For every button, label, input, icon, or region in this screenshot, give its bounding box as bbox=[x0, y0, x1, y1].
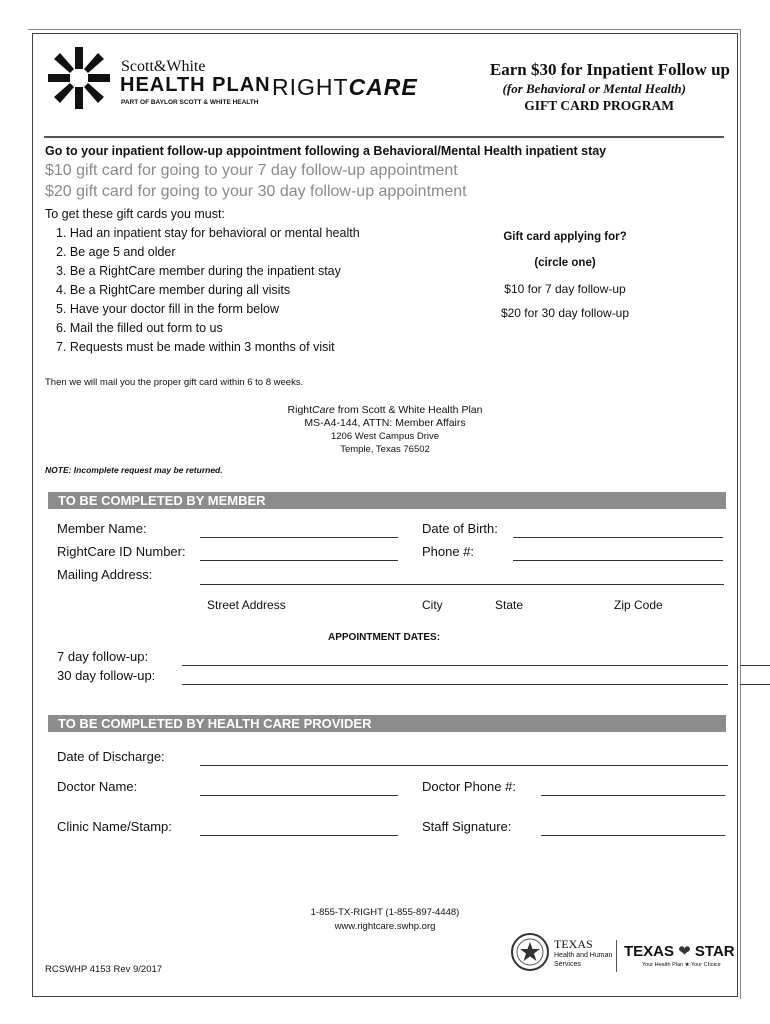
mailing-address-label: Mailing Address: bbox=[57, 567, 153, 582]
doctor-name-label: Doctor Name: bbox=[57, 779, 138, 794]
mailing-address-field[interactable] bbox=[200, 584, 724, 585]
texas-star-b: STAR bbox=[694, 943, 735, 960]
rightcare-id-field[interactable] bbox=[200, 560, 398, 561]
requirement-item: 6. Mail the filled out form to us bbox=[56, 321, 223, 335]
address-line1-a: Right bbox=[287, 404, 313, 416]
footer-url[interactable]: www.rightcare.swhp.org bbox=[334, 921, 436, 932]
card-option-20[interactable]: $20 for 30 day follow-up bbox=[500, 306, 630, 320]
requirement-item: 3. Be a RightCare member during the inpatient stay bbox=[56, 264, 341, 278]
discharge-date-label: Date of Discharge: bbox=[57, 749, 165, 764]
doctor-phone-field[interactable] bbox=[541, 795, 725, 796]
hhs-texas: TEXAS bbox=[554, 937, 593, 951]
phone-field[interactable] bbox=[513, 560, 723, 561]
clinic-stamp-field[interactable] bbox=[200, 835, 398, 836]
rightcare-logo bbox=[272, 74, 418, 101]
member-name-field[interactable] bbox=[200, 537, 398, 538]
rightcare-logo-a: RIGHT bbox=[272, 74, 349, 100]
followup-7-field-overflow bbox=[740, 665, 770, 666]
appointment-dates-heading: APPOINTMENT DATES: bbox=[328, 632, 441, 643]
doctor-phone-label: Doctor Phone #: bbox=[422, 779, 516, 794]
address-line4: Temple, Texas 76502 bbox=[340, 444, 430, 455]
hhs-seal-icon bbox=[510, 932, 550, 972]
clinic-stamp-label: Clinic Name/Stamp: bbox=[57, 819, 172, 834]
mailing-address bbox=[220, 404, 550, 456]
hhs-line2: Services bbox=[554, 961, 581, 968]
hhs-line1: Health and Human bbox=[554, 952, 613, 959]
address-line2: MS-A4-144, ATTN: Member Affairs bbox=[304, 417, 466, 429]
page-title: Earn $30 for Inpatient Follow up bbox=[489, 60, 730, 79]
footer-phone: 1-855-TX-RIGHT (1-855-897-4448) bbox=[310, 907, 460, 918]
requirement-item: 5. Have your doctor fill in the form below bbox=[56, 302, 280, 316]
requirement-item: 4. Be a RightCare member during all visits bbox=[56, 283, 291, 297]
requirements-intro: To get these gift cards you must: bbox=[45, 207, 225, 221]
header-divider bbox=[44, 136, 724, 138]
offer-20: $20 gift card for going to your 30 day follow-up appointment bbox=[45, 183, 467, 200]
requirement-item: 2. Be age 5 and older bbox=[56, 245, 176, 259]
requirement-item: 7. Requests must be made within 3 months of visit bbox=[56, 340, 335, 354]
logo-brand-sub: PART OF BAYLOR SCOTT & WHITE HEALTH bbox=[121, 99, 259, 106]
address-line1-b: Care bbox=[312, 404, 335, 416]
texas-star-logo bbox=[624, 942, 735, 960]
outer-frame-right bbox=[740, 29, 741, 999]
incomplete-note: NOTE: Incomplete request may be returned. bbox=[45, 465, 223, 475]
dob-label: Date of Birth: bbox=[422, 521, 498, 536]
address-line1 bbox=[220, 404, 550, 417]
form-id: RCSWHP 4153 Rev 9/2017 bbox=[45, 964, 163, 975]
intro-heading: Go to your inpatient follow-up appointment following a Behavioral/Mental Health inpatient stay bbox=[45, 144, 607, 158]
member-section-bar: TO BE COMPLETED BY MEMBER bbox=[48, 492, 726, 509]
followup-30-field[interactable] bbox=[182, 684, 728, 685]
swhp-logo-icon bbox=[46, 45, 112, 111]
requirements-list bbox=[56, 224, 360, 357]
followup-30-label: 30 day follow-up: bbox=[57, 668, 156, 683]
logo-brand-line2: HEALTH PLAN bbox=[120, 74, 271, 96]
heart-icon: ❤ bbox=[674, 943, 695, 960]
requirement-item: 1. Had an inpatient stay for behavioral or mental health bbox=[56, 226, 360, 240]
texas-star-tagline: Your Health Plan ★ Your Choice bbox=[642, 962, 721, 968]
program-name: GIFT CARD PROGRAM bbox=[524, 98, 674, 113]
card-option-10[interactable]: $10 for 7 day follow-up bbox=[504, 282, 626, 296]
staff-signature-label: Staff Signature: bbox=[422, 819, 512, 834]
card-choice-heading: Gift card applying for? bbox=[503, 231, 627, 243]
doctor-name-field[interactable] bbox=[200, 795, 398, 796]
logo-brand-line1: Scott&White bbox=[121, 58, 206, 75]
followup-7-field[interactable] bbox=[182, 665, 728, 666]
rightcare-id-label: RightCare ID Number: bbox=[57, 544, 186, 559]
address-line1-c: from Scott & White Health Plan bbox=[334, 404, 483, 416]
state-caption: State bbox=[495, 598, 524, 612]
outer-frame-top bbox=[28, 29, 740, 30]
texas-star-a: TEXAS bbox=[624, 943, 675, 960]
followup-30-field-overflow bbox=[740, 684, 770, 685]
dob-field[interactable] bbox=[513, 537, 723, 538]
footer-logo-divider bbox=[616, 940, 617, 972]
phone-label: Phone #: bbox=[422, 544, 475, 559]
rightcare-logo-b: CARE bbox=[348, 74, 418, 100]
page-subtitle: (for Behavioral or Mental Health) bbox=[502, 81, 686, 96]
mail-note: Then we will mail you the proper gift card within 6 to 8 weeks. bbox=[45, 377, 304, 388]
card-choice-hint: (circle one) bbox=[534, 257, 596, 269]
followup-7-label: 7 day follow-up: bbox=[57, 649, 149, 664]
staff-signature-field[interactable] bbox=[541, 835, 725, 836]
discharge-date-field[interactable] bbox=[200, 765, 728, 766]
provider-section-bar: TO BE COMPLETED BY HEALTH CARE PROVIDER bbox=[48, 715, 726, 732]
zip-caption: Zip Code bbox=[614, 598, 663, 612]
address-line3: 1206 West Campus Drive bbox=[330, 431, 440, 442]
member-name-label: Member Name: bbox=[57, 521, 147, 536]
street-address-caption: Street Address bbox=[207, 598, 286, 612]
offer-10: $10 gift card for going to your 7 day follow-up appointment bbox=[45, 162, 458, 179]
city-caption: City bbox=[422, 598, 443, 612]
